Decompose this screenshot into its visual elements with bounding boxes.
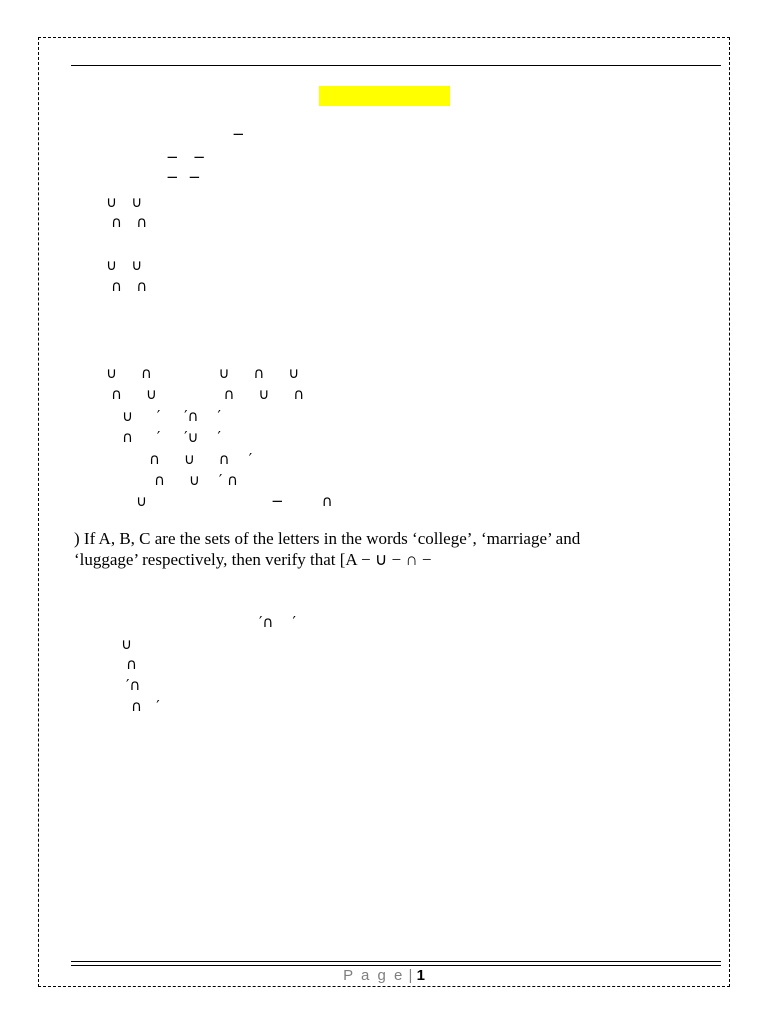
symbol-row: ′∩ ′ bbox=[259, 613, 296, 631]
symbol-row: ∩ ∪ ′ ∩ bbox=[154, 471, 239, 489]
symbol-row: ∩ ∩ bbox=[111, 213, 148, 231]
symbol-row: − − bbox=[166, 148, 206, 166]
highlighted-title bbox=[319, 86, 450, 106]
page-number: 1 bbox=[416, 967, 425, 984]
question-line: ) If A, B, C are the sets of the letters in the words ‘college’, ‘marriage’ and bbox=[74, 529, 581, 548]
symbol-row: − − bbox=[166, 168, 201, 186]
header-rule bbox=[71, 65, 721, 66]
page-footer bbox=[0, 967, 768, 985]
footer-rule bbox=[71, 965, 721, 966]
symbol-row: ∪ bbox=[121, 635, 132, 653]
symbol-row: ∩ ′ ′∪ ′ bbox=[122, 428, 221, 446]
symbol-row: − bbox=[232, 125, 245, 143]
page-label: P a g e bbox=[343, 967, 405, 984]
symbol-row: ∪ ′ ′∩ ′ bbox=[122, 407, 221, 425]
footer-rule bbox=[71, 961, 721, 962]
symbol-row: ′∩ bbox=[126, 676, 141, 694]
question-text bbox=[74, 528, 664, 570]
symbol-row: ∩ ′ bbox=[131, 697, 160, 715]
symbol-row: ∩ ∪ ∩ ∪ ∩ bbox=[111, 385, 305, 403]
symbol-row: ∪ ∪ bbox=[106, 256, 143, 274]
symbol-row: ∩ bbox=[126, 655, 137, 673]
symbol-row: ∪ ∩ ∪ ∩ ∪ bbox=[106, 364, 300, 382]
symbol-row: ∪ − ∩ bbox=[136, 492, 333, 510]
page-border bbox=[38, 37, 730, 987]
page-separator: | bbox=[408, 967, 413, 984]
symbol-row: ∪ ∪ bbox=[106, 193, 143, 211]
question-line: ‘luggage’ respectively, then verify that [A − ∪ − ∩ − bbox=[74, 550, 432, 569]
symbol-row: ∩ ∩ bbox=[111, 277, 148, 295]
symbol-row: ∩ ∪ ∩ ′ bbox=[149, 450, 253, 468]
